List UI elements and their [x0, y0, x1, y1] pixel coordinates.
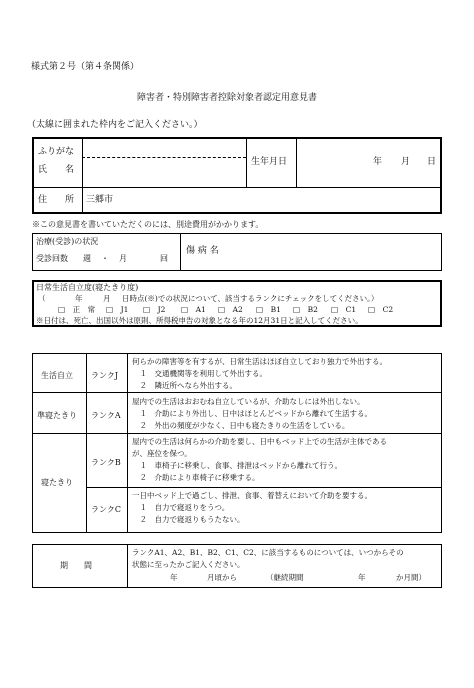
date-year-label: 年	[75, 294, 83, 303]
rank-j-line-1: 何らかの障害等を有するが、日常生活はほぼ自立しており独力で外出する。	[132, 357, 387, 366]
name-label: 氏 名	[38, 165, 75, 175]
option-c1[interactable]: □ C1	[331, 305, 357, 314]
rank-c-label: ランクC	[91, 505, 121, 514]
furigana-field[interactable]	[85, 142, 243, 155]
visits-label: 受診回数	[36, 254, 68, 263]
rank-c-line-1: 一日中ベッド上で過ごし、排泄、食事、着替えにおいて介助を要する。	[132, 491, 372, 500]
rank-j-line-2: １ 交通機関等を利用して外出する。	[132, 369, 267, 378]
period-label: 期 間	[60, 561, 92, 570]
option-j1[interactable]: □ J1	[106, 305, 129, 314]
rank-a-line-1: 屋内での生活はおおむね自立しているが、介助なしには外出しない。	[132, 397, 365, 406]
date-instruction: 日時点(※)での状況について、該当するランクにチェックをしてください。）	[122, 294, 379, 303]
rank-j-line-3: ２ 隣近所へなら外出する。	[132, 381, 237, 390]
period-year2: 年	[358, 573, 366, 582]
option-normal[interactable]: □ 正 常	[58, 305, 96, 314]
period-line-1: ランクA1、A2、B1、B2、C1、C2、に該当するものについては、いつからその	[132, 548, 404, 557]
birthdate-label: 生年月日	[251, 157, 288, 167]
birth-year-label: 年	[373, 157, 383, 167]
disease-label: 傷 病 名	[186, 246, 219, 256]
category-semi-bedridden: 準寝たきり	[37, 411, 77, 420]
visits-week: 週	[83, 254, 91, 263]
visits-month: 月	[119, 254, 127, 263]
period-line-2: 状態に至ったかご記入ください。	[132, 560, 245, 569]
period-continuing: （継続期間	[266, 573, 304, 582]
rank-j-label: ランクJ	[91, 371, 119, 380]
rank-a-line-2: １ 介助により外出し、日中はほとんどベッドから離れて生活する。	[132, 409, 372, 418]
option-c2[interactable]: □ C2	[368, 305, 394, 314]
category-independent: 生活自立	[41, 371, 73, 380]
rank-a-label: ランクA	[91, 411, 121, 420]
option-j2[interactable]: □ J2	[143, 305, 166, 314]
option-a2[interactable]: □ A2	[218, 305, 243, 314]
rank-a-line-3: ２ 外出の頻度が少なく、日中も寝たきりの生活をしている。	[132, 421, 350, 430]
date-month-label: 月	[103, 294, 111, 303]
birth-day-label: 日	[427, 157, 437, 167]
rank-c-line-3: ２ 自力で寝返りもうたない。	[132, 515, 245, 524]
page-title: 障害者・特別障害者控除対象者認定用意見書	[137, 93, 318, 103]
visits-times: 回	[160, 254, 168, 263]
address-field[interactable]	[110, 190, 438, 210]
birth-month-label: 月	[401, 157, 411, 167]
category-bedridden: 寝たきり	[41, 478, 73, 487]
address-label: 住 所	[38, 195, 75, 205]
rank-b-line-1: 屋内での生活は何らかの介助を要し、日中もベッド上での生活が主体である	[132, 437, 387, 446]
address-value: 三郷市	[86, 195, 114, 205]
rank-b-line-4: ２ 介助により車椅子に移乗する。	[132, 473, 260, 482]
form-number: 様式第２号（第４条関係）	[31, 62, 140, 72]
date-open-paren: （	[38, 294, 46, 303]
instruction-text: （太線に囲まれた枠内をご記入ください。）	[27, 120, 203, 130]
option-b2[interactable]: □ B2	[293, 305, 318, 314]
treatment-label: 治療(受診)の状況	[36, 237, 99, 246]
period-year: 年	[170, 573, 178, 582]
date-note: ※日付は、死亡、出国以外は原則、所得税申告の対象となる年の12月31日と記入してください。	[36, 316, 363, 325]
visits-dot: ・	[101, 254, 109, 263]
independence-heading: 日常生活自立度(寝たきり度)	[36, 283, 139, 292]
birthdate-field[interactable]	[299, 142, 439, 185]
rank-b-label: ランクB	[91, 458, 121, 467]
period-from: 月頃から	[207, 573, 237, 582]
rank-b-line-3: １ 車椅子に移乗し、食事、排泄はベッドから離れて行う。	[132, 461, 342, 470]
rank-b-line-2: が、座位を保つ。	[132, 449, 192, 458]
fee-note: ※この意見書を書いていただくのには、別途費用がかかります。	[32, 220, 264, 229]
option-a1[interactable]: □ A1	[181, 305, 206, 314]
furigana-label: ふりがな	[38, 147, 75, 157]
disease-field[interactable]	[236, 236, 438, 268]
period-field[interactable]	[130, 571, 440, 586]
option-b1[interactable]: □ B1	[256, 305, 281, 314]
period-months: か月間）	[396, 573, 426, 582]
name-field[interactable]	[85, 160, 243, 185]
rank-c-line-2: １ 自力で寝返りをうつ。	[132, 503, 230, 512]
